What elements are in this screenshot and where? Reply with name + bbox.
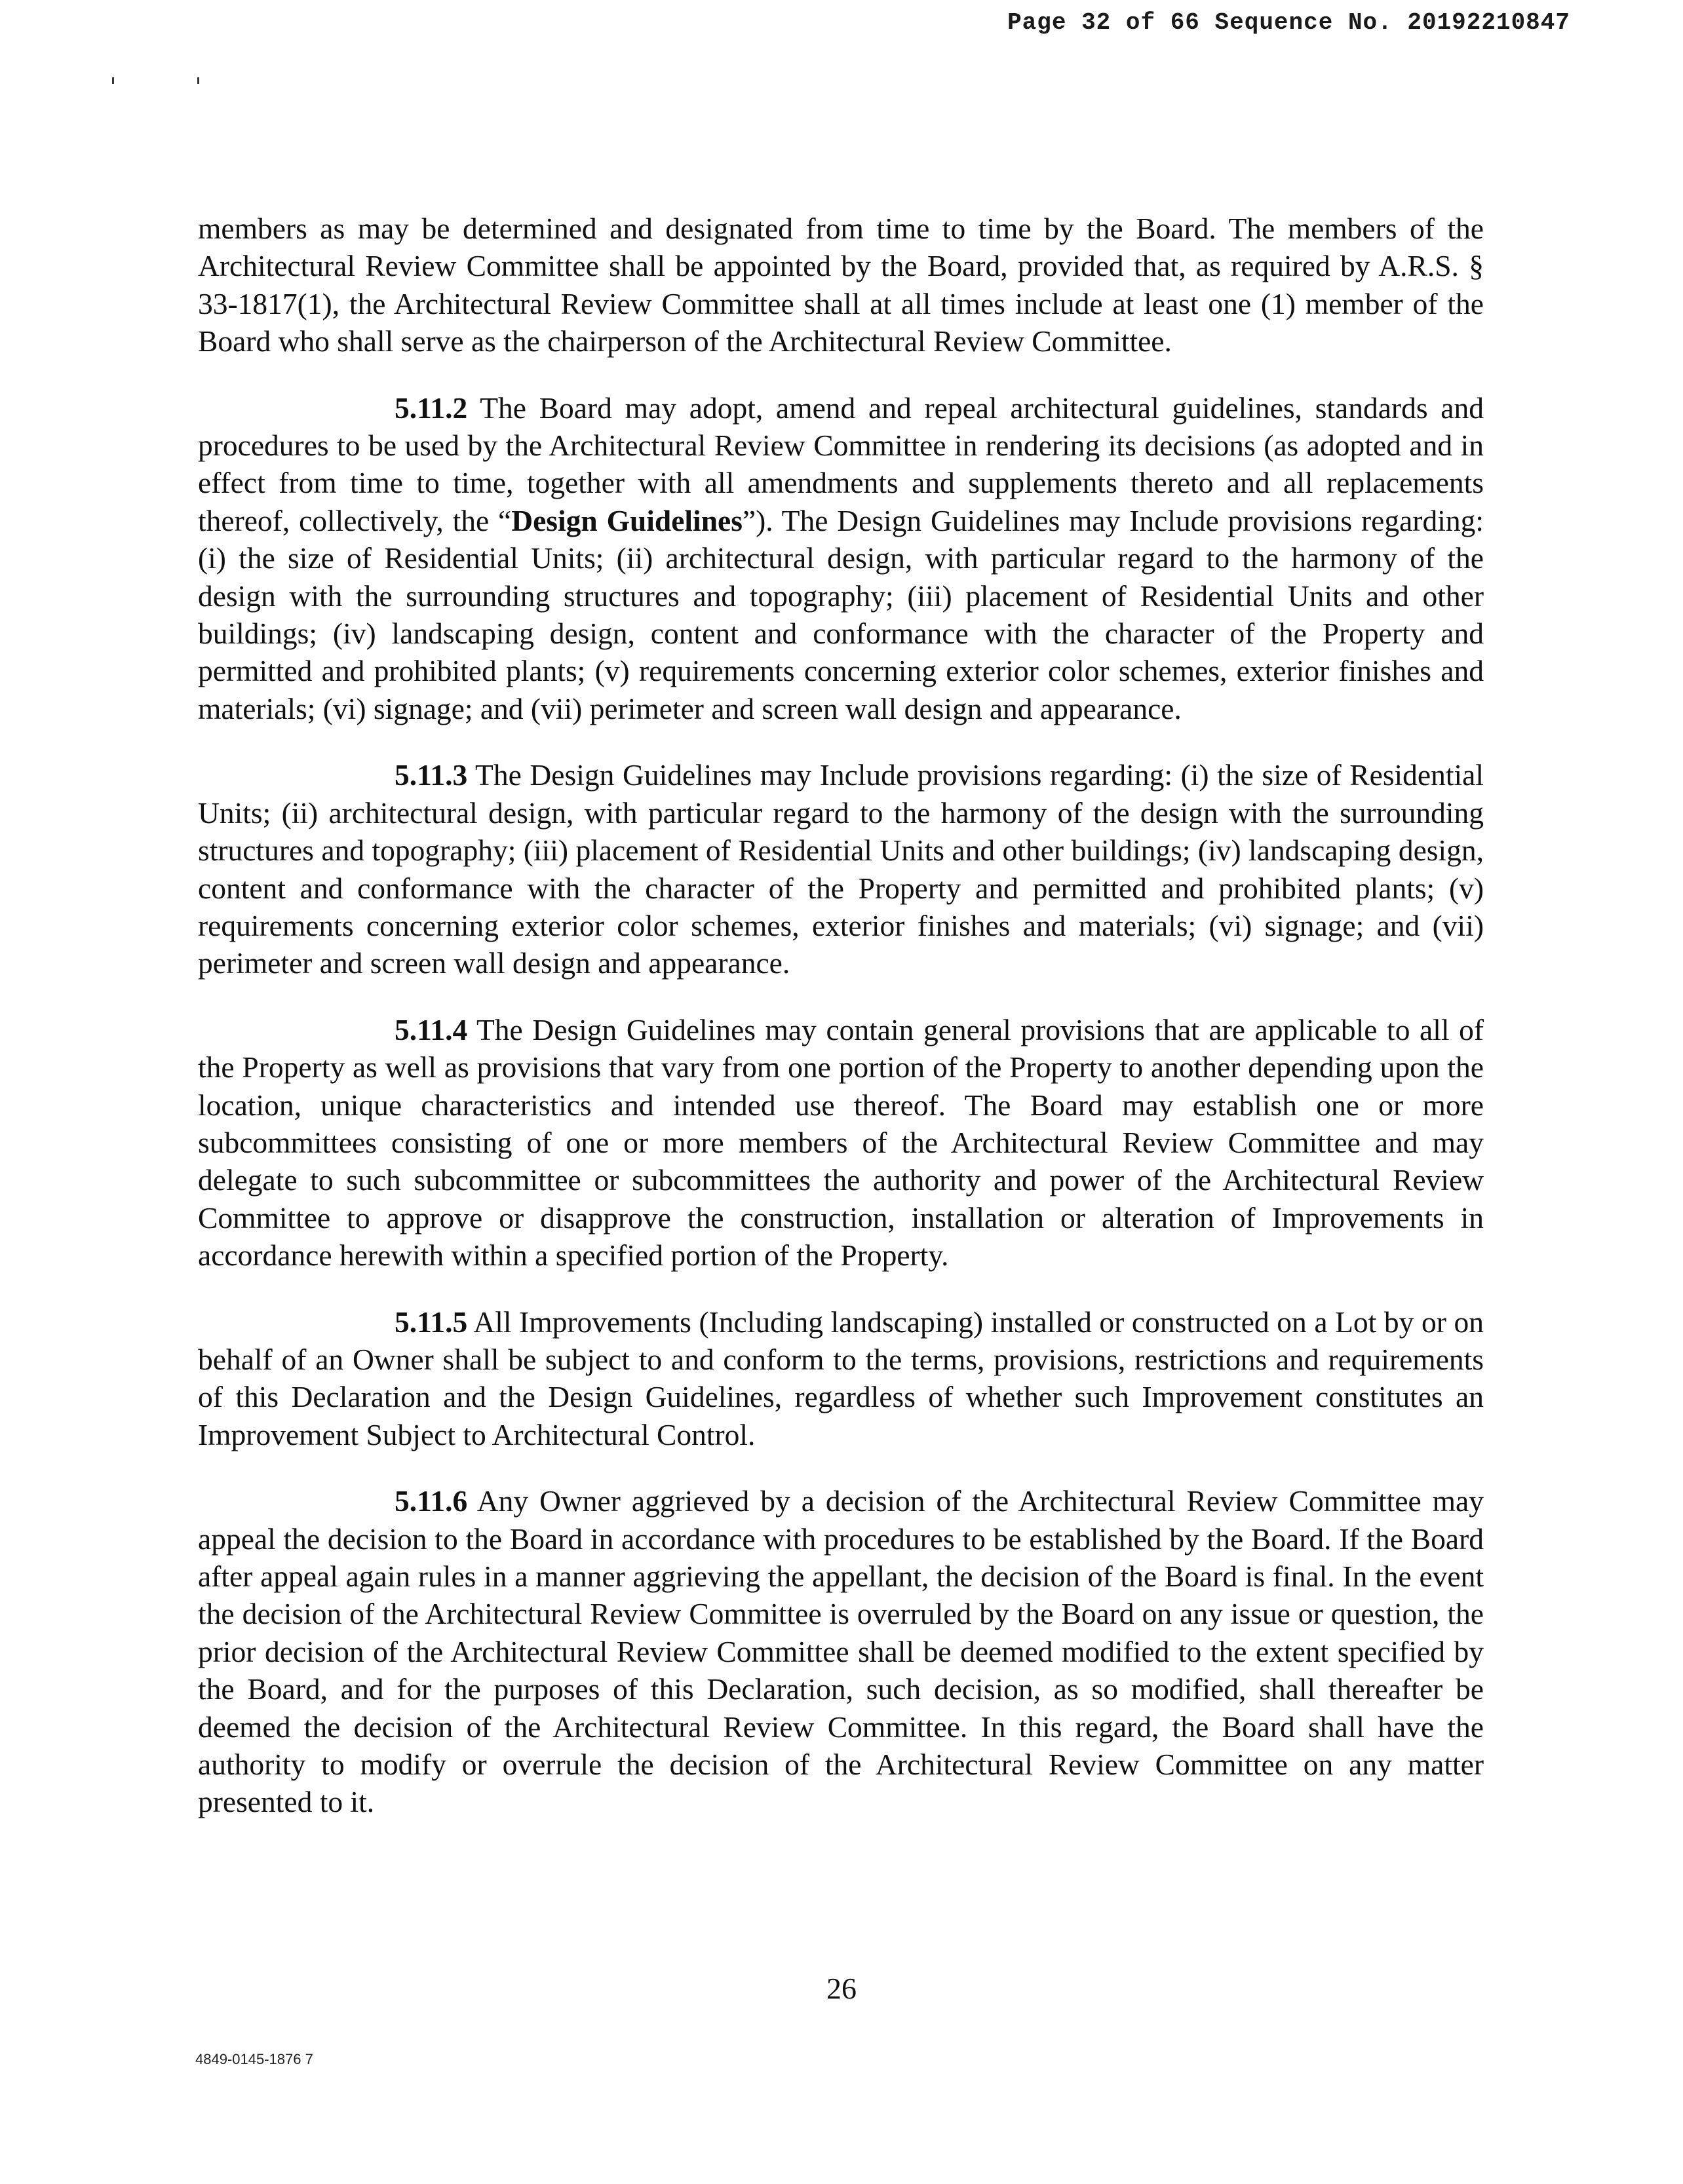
section-number: 5.11.5 bbox=[395, 1305, 468, 1339]
document-body bbox=[198, 210, 1484, 1850]
section-number: 5.11.4 bbox=[395, 1012, 468, 1046]
section-text: ”). The Design Guidelines may Include provisions regarding: (i) the size of Residential Units; (ii) architectural design, with particular regard to the harmony of the design with the surrounding structures and topography; (iii) placement of Residential Units and other buildings; (iv) landscaping design, content and conformance with the character of the Property and permitted and prohibited plants; (v) requirements concerning exterior color schemes, exterior finishes and materials; (vi) signage; and (vii) perimeter and screen wall design and appearance. bbox=[198, 503, 1484, 725]
section-5-11-2 bbox=[198, 389, 1484, 728]
page-sequence-stamp: Page 32 of 66 Sequence No. 20192210847 bbox=[1007, 9, 1570, 36]
section-number: 5.11.6 bbox=[395, 1484, 468, 1518]
section-5-11-4 bbox=[198, 1011, 1484, 1274]
section-number: 5.11.2 bbox=[395, 391, 468, 425]
section-text: Any Owner aggrieved by a decision of the Architectural Review Committee may appeal the decision to the Board in accordance with procedures to be established by the Board. If the Board after appeal again rules in a manner aggrieving the appellant, the decision of the Board is final. In the event the decision of the Architectural Review Committee is overruled by the Board on any issue or question, the prior decision of the Architectural Review Committee shall be deemed modified to the extent specified by the Board, and for the purposes of this Declaration, such decision, as so modified, shall thereafter be deemed the decision of the Architectural Review Committee. In this regard, the Board shall have the authority to modify or overrule the decision of the Architectural Review Committee on any matter presented to it. bbox=[198, 1484, 1484, 1819]
paragraph-continuation: members as may be determined and designated from time to time by the Board. The members of the Architectural Review Committee shall be appointed by the Board, provided that, as required by A.R.S. § 33-1817(1), the Architectural Review Committee shall at all times include at least one (1) member of the Board who shall serve as the chairperson of the Architectural Review Committee. bbox=[198, 212, 1484, 358]
section-text: The Design Guidelines may contain general provisions that are applicable to all of the Property as well as provisions that vary from one portion of the Property to another depending upon the location, unique characteristics and intended use thereof. The Board may establish one or more subcommittees consisting of one or more members of the Architectural Review Committee and may delegate to such subcommittee or subcommittees the authority and power of the Architectural Review Committee to approve or disapprove the construction, installation or alteration of Improvements in accordance herewith within a specified portion of the Property. bbox=[198, 1012, 1484, 1273]
defined-term: Design Guidelines bbox=[511, 503, 743, 537]
scan-mark-right bbox=[197, 77, 199, 84]
document-id: 4849-0145-1876 7 bbox=[195, 2051, 313, 2067]
section-5-11-5 bbox=[198, 1303, 1484, 1454]
page-number: 26 bbox=[826, 1972, 857, 2005]
section-5-11-6 bbox=[198, 1482, 1484, 1821]
section-5-11-3 bbox=[198, 756, 1484, 982]
section-text: The Design Guidelines may Include provisions regarding: (i) the size of Residential Units; (ii) architectural design, with particular regard to the harmony of the design with the surrounding structures and topography; (iii) placement of Residential Units and other buildings; (iv) landscaping design, content and conformance with the character of the Property and permitted and prohibited plants; (v) requirements concerning exterior color schemes, exterior finishes and materials; (vi) signage; and (vii) perimeter and screen wall design and appearance. bbox=[198, 758, 1484, 980]
scan-mark-left bbox=[112, 77, 114, 84]
section-text: The Board may adopt, amend and repeal architectural guidelines, standards and procedures to be used by the Architectural Review Committee in rendering its decisions (as adopted and in effect from time to time, together with all amendments and supplements thereto and all replacements thereof, collectively, the “ bbox=[198, 391, 1484, 537]
section-number: 5.11.3 bbox=[395, 758, 468, 792]
section-text: All Improvements (Including landscaping) installed or constructed on a Lot by or on behalf of an Owner shall be subject to and conform to the terms, provisions, restrictions and requirements of this Declaration and the Design Guidelines, regardless of whether such Improvement constitutes an Improvement Subject to Architectural Control. bbox=[198, 1305, 1484, 1451]
